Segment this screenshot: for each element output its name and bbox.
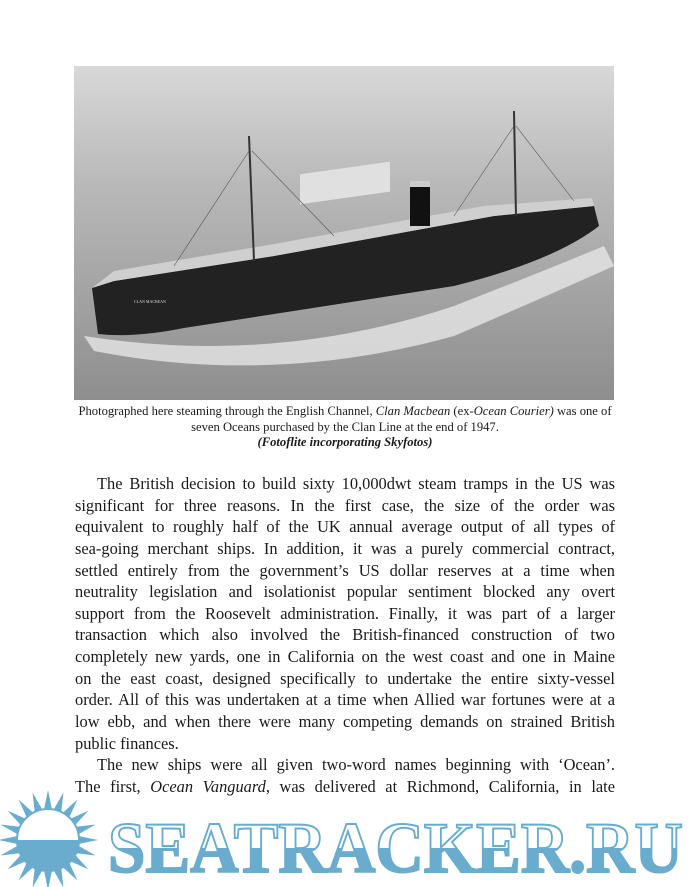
text-segment: on the east coast, designed specifically to undertake the entire sixty-vessel <box>75 668 615 688</box>
text-segment: low ebb, and when there were many competing demands on strained British <box>75 712 615 732</box>
seatracker-watermark <box>0 790 692 887</box>
text-segment: The first, <box>75 776 151 796</box>
sun-ray <box>44 870 52 887</box>
text-line <box>75 603 615 625</box>
text-line <box>75 624 615 646</box>
text-segment: order. All of this was undertaken at a time when Allied war fortunes were at a <box>75 690 615 710</box>
ship-photo <box>74 66 614 400</box>
text-line <box>75 473 615 495</box>
text-segment: The British decision to build sixty 10,000dwt steam tramps in the US was <box>97 474 615 493</box>
text-segment: settled entirely from the government’s US dollar reserves at a time when <box>75 560 615 580</box>
text-segment: equivalent to roughly half of the UK annual average output of all types of <box>75 517 615 537</box>
text-line <box>75 668 615 690</box>
caption-ex-name: Ocean Courier) <box>473 404 554 418</box>
sun-ray <box>0 836 18 844</box>
text-segment: neutrality legislation and isolationist popular sentiment blocked any overt <box>75 582 615 602</box>
watermark-text: SEATRACKER.RU <box>108 808 683 887</box>
italic-ship-name: Ocean Vanguard <box>150 776 266 796</box>
text-line <box>75 560 615 582</box>
text-line <box>75 689 615 711</box>
sun-ray <box>78 836 98 844</box>
text-line <box>75 646 615 668</box>
photo-credit: (Fotoflite incorporating Skyfotos) <box>257 435 433 450</box>
text-line <box>75 733 615 755</box>
text-segment: sea-going merchant ships. In addition, it was a purely commercial contract, <box>75 538 615 558</box>
caption-text: Photographed here steaming through the English Channel, <box>78 404 376 418</box>
text-segment: completely new yards, one in California on the west coast and one in Maine <box>75 647 615 667</box>
text-line <box>75 538 615 560</box>
text-segment: significant for three reasons. In the first case, the size of the order was <box>75 495 615 515</box>
text-line <box>75 711 615 733</box>
text-line <box>75 581 615 603</box>
caption-ship-name: Clan Macbean <box>375 404 451 418</box>
text-line <box>75 516 615 538</box>
text-segment: , was delivered at Richmond, California, in late <box>265 776 616 796</box>
text-segment: support from the Roosevelt administration. Finally, it was part of a larger <box>75 603 615 623</box>
sun-logo-icon <box>0 790 98 887</box>
text-line <box>75 495 615 517</box>
text-segment: The new ships were all given two-word names beginning with ‘Ocean’. <box>97 755 615 775</box>
sun-ray <box>44 790 52 810</box>
body-text <box>75 473 615 798</box>
text-line <box>75 754 615 776</box>
text-segment: public finances. <box>75 733 179 753</box>
hull-name: CLAN MACBEAN <box>134 299 166 304</box>
caption-text: was one of seven Oceans purchased by the Clan Line at the end of 1947. <box>191 404 612 434</box>
caption-text: (ex- <box>450 404 474 418</box>
text-segment: transaction which also involved the British-financed construction of two <box>75 625 615 645</box>
figure-caption <box>70 404 620 451</box>
